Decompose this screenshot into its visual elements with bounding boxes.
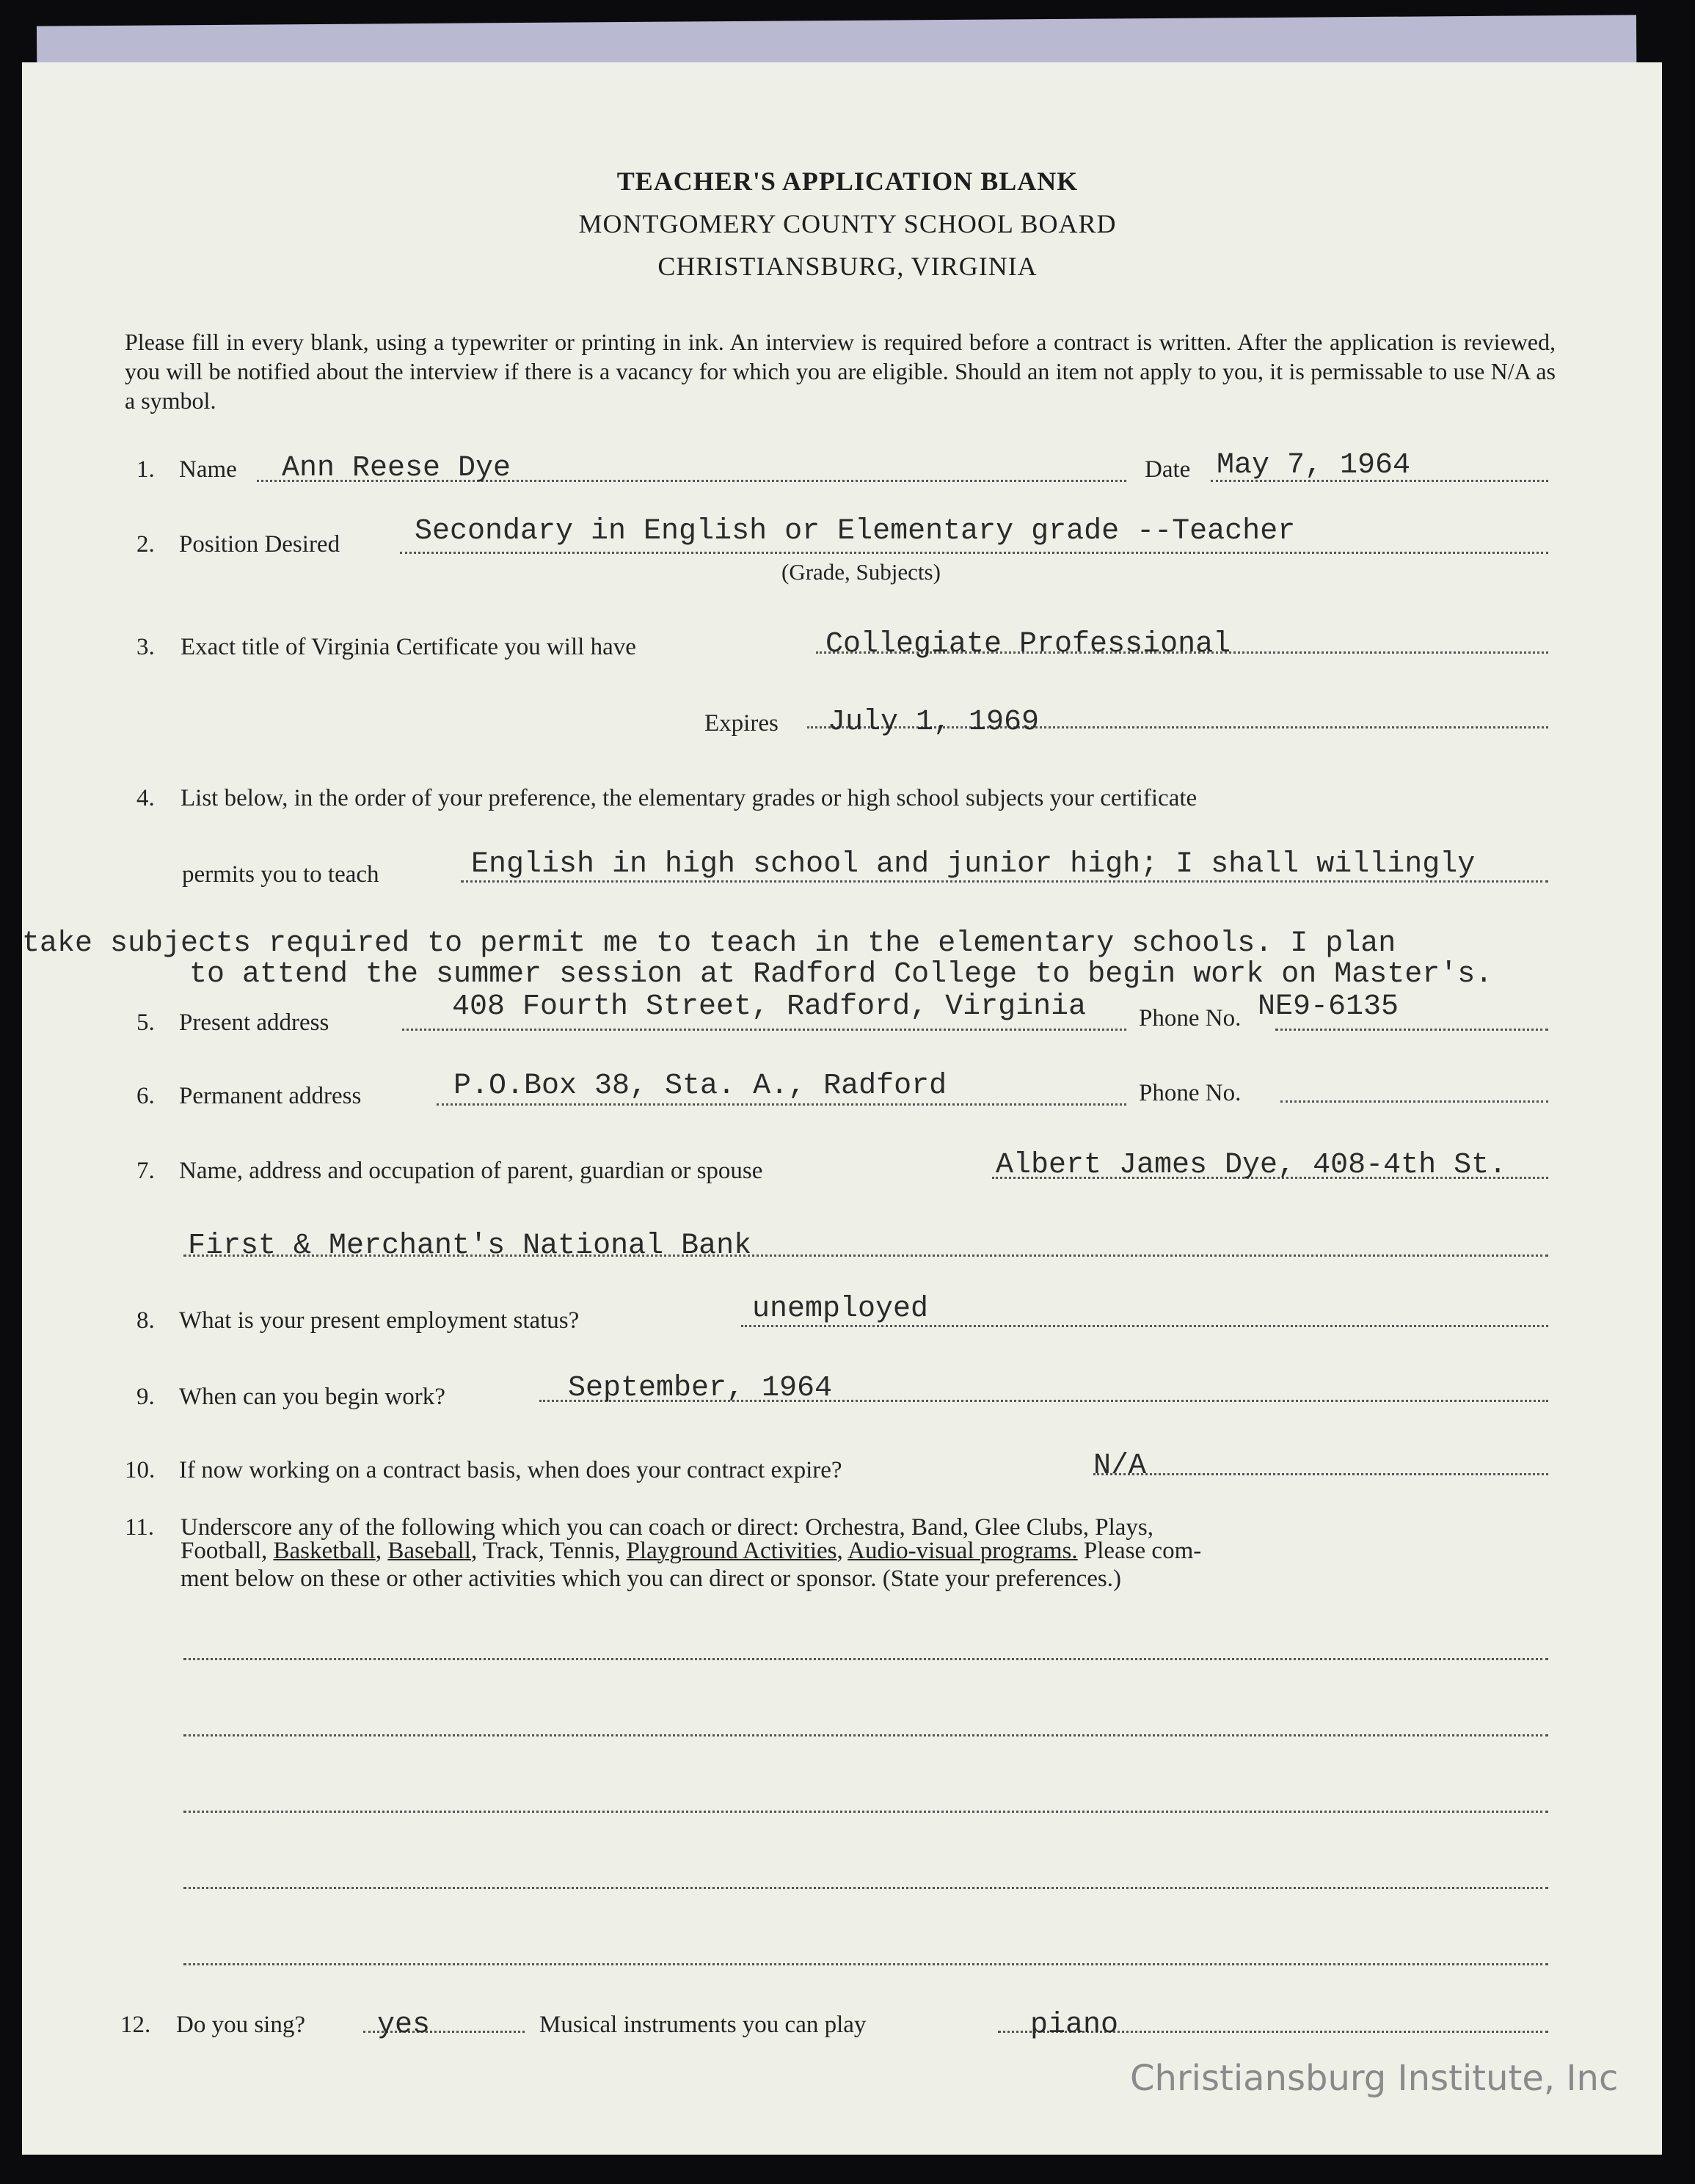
parent-occupation-field[interactable]: First & Merchant's National Bank [188, 1230, 752, 1263]
q4-label-continued: permits you to teach [182, 861, 379, 888]
q9-label: When can you begin work? [179, 1384, 445, 1410]
position-desired-field[interactable]: Secondary in English or Elementary grade --Teacher [415, 515, 1296, 548]
instruments-field[interactable]: piano [1030, 2009, 1119, 2042]
q11-line3: ment below on these or other activities which you can direct or sponsor. (State your preferences.) [181, 1566, 1122, 1592]
comment-line-5[interactable] [183, 1963, 1548, 1965]
q6-phone-line [1280, 1100, 1548, 1103]
employment-status-field[interactable]: unemployed [752, 1293, 929, 1326]
q7-label: Name, address and occupation of parent, guardian or spouse [179, 1158, 763, 1184]
q4-label: List below, in the order of your preference, the elementary grades or high school subjects your certificate [181, 785, 1198, 811]
q6-number: 6. [136, 1083, 155, 1109]
certificate-title-field[interactable]: Collegiate Professional [825, 628, 1231, 661]
present-address-field[interactable]: 408 Fourth Street, Radford, Virginia [452, 990, 1087, 1023]
watermark: Christiansburg Institute, Inc [1130, 2058, 1619, 2099]
q9-number: 9. [136, 1384, 155, 1410]
q3-label: Exact title of Virginia Certificate you will have [181, 634, 636, 660]
present-phone-field[interactable]: NE9-6135 [1258, 990, 1399, 1023]
q1-label: Name [179, 456, 237, 483]
subjects-field-line3[interactable]: to attend the summer session at Radford College to begin work on Master's. [189, 958, 1493, 991]
q3-number: 3. [136, 634, 155, 660]
expires-field[interactable]: July 1, 1969 [828, 706, 1040, 739]
q1-number: 1. [136, 456, 155, 483]
q8-label: What is your present employment status? [179, 1307, 580, 1334]
q11-line1: Underscore any of the following which you can coach or direct: Orchestra, Band, Glee Clubs, Plays, [181, 1514, 1154, 1541]
subjects-field-line1[interactable]: English in high school and junior high; I shall willingly [471, 848, 1476, 881]
comment-line-1[interactable] [183, 1658, 1548, 1660]
q11-number: 11. [125, 1514, 155, 1541]
begin-work-field[interactable]: September, 1964 [568, 1372, 833, 1405]
q11-text-c: , Track, Tennis, [470, 1538, 627, 1564]
q2-label: Position Desired [179, 531, 340, 558]
q6-line [437, 1103, 1126, 1106]
q6-phone-label: Phone No. [1139, 1080, 1242, 1106]
q4-number: 4. [136, 785, 155, 811]
instruments-label: Musical instruments you can play [539, 2012, 867, 2038]
option-audio-visual[interactable]: Audio-visual programs. [848, 1538, 1078, 1564]
expires-label: Expires [704, 710, 779, 737]
q10-number: 10. [125, 1457, 156, 1483]
q12-sing-label: Do you sing? [176, 2012, 305, 2038]
q5-phone-label: Phone No. [1139, 1005, 1242, 1031]
q10-label: If now working on a contract basis, when does your contract expire? [179, 1457, 842, 1483]
comment-line-3[interactable] [183, 1811, 1548, 1813]
comment-line-4[interactable] [183, 1887, 1548, 1889]
comment-line-2[interactable] [183, 1734, 1548, 1736]
date-field[interactable]: May 7, 1964 [1217, 449, 1411, 482]
q7-number: 7. [136, 1158, 155, 1184]
q11-text-d: , [836, 1538, 848, 1564]
option-baseball[interactable]: Baseball [387, 1538, 471, 1564]
q2-line [400, 552, 1548, 554]
instructions-paragraph: Please fill in every blank, using a typewriter or printing in ink. An interview is required before a contract is written. After the application is reviewed, you will be notified about the interview if there is a vacancy for which you are eligible. Should an item not apply to you, it is permissable to use N/A as a symbol. [125, 329, 1556, 414]
q8-number: 8. [136, 1307, 155, 1334]
q5-label: Present address [179, 1009, 329, 1036]
parent-guardian-field[interactable]: Albert James Dye, 408-4th St. [996, 1149, 1507, 1182]
q6-label: Permanent address [179, 1083, 362, 1109]
q11-text-a: Football, [181, 1538, 274, 1564]
q11-text-b: , [375, 1538, 388, 1564]
option-basketball[interactable]: Basketball [273, 1538, 376, 1564]
subjects-field-line2[interactable]: take subjects required to permit me to teach in the elementary schools. I plan [22, 927, 1396, 960]
q12-number: 12. [120, 2012, 151, 2038]
permanent-address-field[interactable]: P.O.Box 38, Sta. A., Radford [453, 1070, 947, 1103]
board-location: CHRISTIANSBURG, VIRGINIA [657, 252, 1038, 281]
q5-number: 5. [136, 1009, 155, 1036]
contract-expire-field[interactable]: N/A [1093, 1450, 1147, 1483]
q5-phone-line [1275, 1029, 1548, 1031]
sing-field[interactable]: yes [377, 2009, 431, 2042]
q11-text-e: Please com- [1077, 1538, 1202, 1564]
option-playground-activities[interactable]: Playground Activities [626, 1538, 837, 1564]
form-title: TEACHER'S APPLICATION BLANK [616, 167, 1079, 196]
q10-line [1093, 1473, 1548, 1475]
q11-line2 [181, 1538, 1201, 1565]
q5-line [402, 1029, 1126, 1031]
school-board-name: MONTGOMERY COUNTY SCHOOL BOARD [578, 209, 1117, 238]
q2-number: 2. [136, 531, 155, 558]
q2-hint: (Grade, Subjects) [781, 559, 941, 585]
name-field[interactable]: Ann Reese Dye [282, 452, 511, 485]
date-label: Date [1145, 456, 1191, 483]
